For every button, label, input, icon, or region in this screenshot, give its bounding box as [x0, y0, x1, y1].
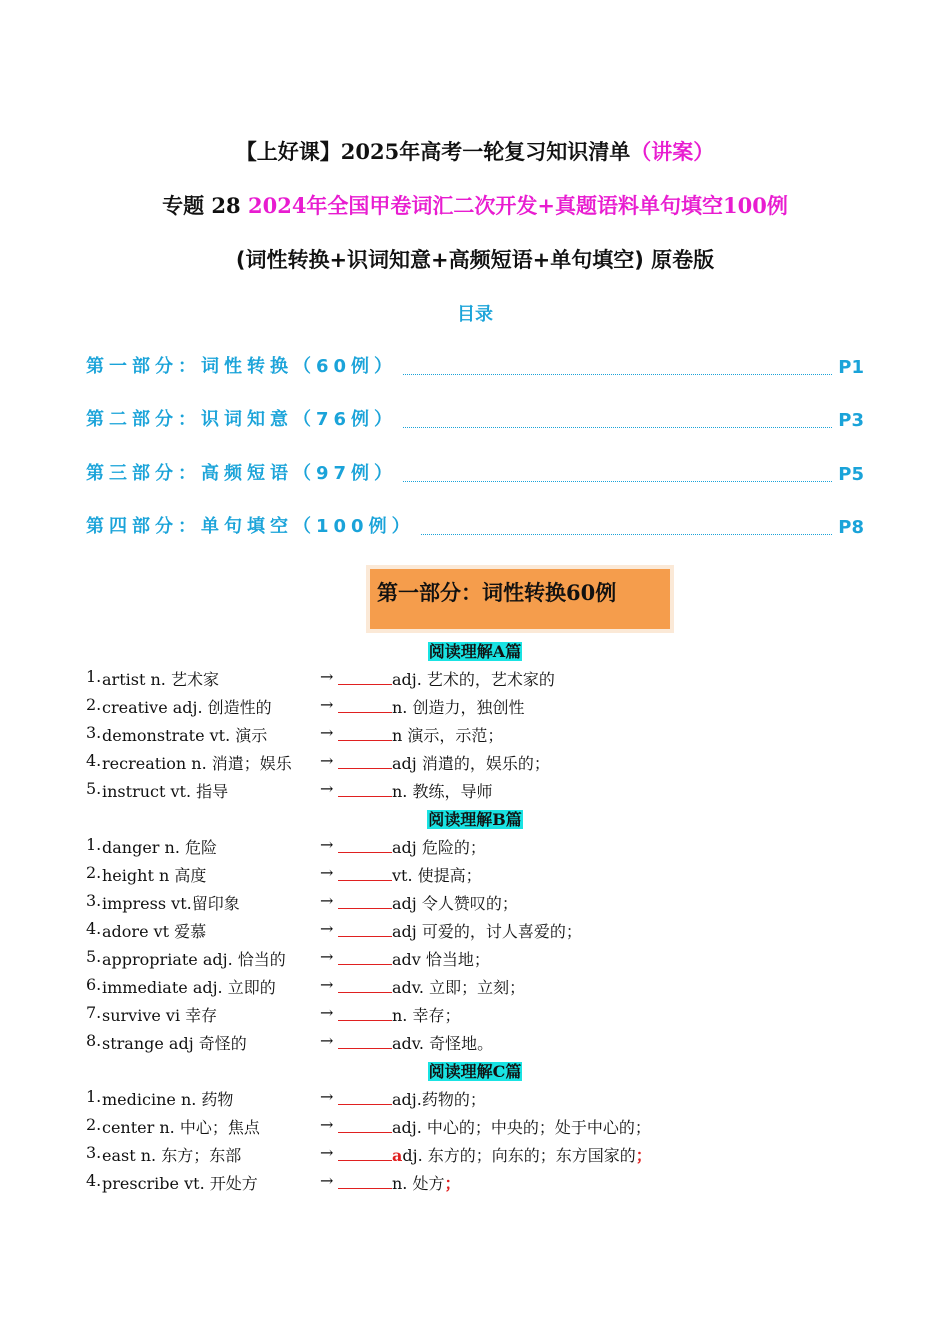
- group-heading: [0, 1059, 950, 1081]
- group-heading-label: 阅读理解B篇: [428, 810, 522, 829]
- arrow-icon: →: [320, 947, 334, 966]
- toc-item-label: 第四部分：单句填空（100例）: [86, 516, 415, 537]
- arrow-icon: →: [320, 723, 334, 742]
- toc-item-label: 第一部分：词性转换（60例）: [86, 356, 398, 377]
- source-word: medicine n. 药物: [102, 1090, 234, 1109]
- arrow-icon: →: [320, 695, 334, 714]
- target-text: n 演示，示范；: [392, 726, 504, 745]
- target-text: n. 处方: [392, 1174, 445, 1193]
- row-number: 1.: [86, 667, 102, 686]
- answer-blank[interactable]: [338, 695, 392, 713]
- answer-blank[interactable]: [338, 919, 392, 937]
- section-heading: 第一部分：词性转换60例: [377, 580, 617, 605]
- target-form: [392, 863, 482, 886]
- section-heading-box: [366, 565, 674, 633]
- arrow-icon: →: [320, 779, 334, 798]
- group-heading-label: 阅读理解C篇: [428, 1062, 522, 1081]
- target-text: adj 消遣的，娱乐的；: [392, 754, 550, 773]
- target-form: [392, 975, 525, 998]
- target-text: n. 创造力，独创性: [392, 698, 525, 717]
- target-text: adj.药物的；: [392, 1090, 486, 1109]
- row-number: 5.: [86, 779, 102, 798]
- toc-item-label: 第二部分：识词知意（76例）: [86, 409, 398, 430]
- target-form: [392, 1143, 652, 1166]
- row-number: 4.: [86, 919, 102, 938]
- source-word: center n. 中心；焦点: [102, 1118, 260, 1137]
- source-word: height n 高度: [102, 866, 207, 885]
- target-form: [392, 723, 503, 746]
- toc-leader: [403, 374, 832, 375]
- row-number: 2.: [86, 863, 102, 882]
- target-form: [392, 751, 550, 774]
- target-text: n. 教练，导师: [392, 782, 493, 801]
- target-prefix-highlight: a: [392, 1146, 403, 1165]
- target-form: [392, 947, 490, 970]
- arrow-icon: →: [320, 975, 334, 994]
- answer-blank[interactable]: [338, 835, 392, 853]
- answer-blank[interactable]: [338, 751, 392, 769]
- row-number: 3.: [86, 723, 102, 742]
- source-word: appropriate adj. 恰当的: [102, 950, 286, 969]
- title-line1-prefix: 【上好课】2025年高考一轮复习知识清单: [235, 139, 631, 164]
- answer-blank[interactable]: [338, 891, 392, 909]
- answer-blank[interactable]: [338, 779, 392, 797]
- answer-blank[interactable]: [338, 863, 392, 881]
- answer-blank[interactable]: [338, 947, 392, 965]
- toc-item[interactable]: [86, 352, 864, 378]
- answer-blank[interactable]: [338, 1115, 392, 1133]
- arrow-icon: →: [320, 751, 334, 770]
- answer-blank[interactable]: [338, 723, 392, 741]
- row-number: 7.: [86, 1003, 102, 1022]
- answer-blank[interactable]: [338, 667, 392, 685]
- arrow-icon: →: [320, 1087, 334, 1106]
- title-line1-highlight: （讲案）: [630, 139, 715, 164]
- row-number: 6.: [86, 975, 102, 994]
- doc-title-line2: [0, 190, 950, 220]
- row-number: 4.: [86, 1171, 102, 1190]
- arrow-icon: →: [320, 891, 334, 910]
- target-form: [392, 1171, 461, 1194]
- doc-title-line3: (词性转换+识词知意+高频短语+单句填空) 原卷版: [235, 248, 715, 272]
- target-text: adj. 艺术的，艺术家的: [392, 670, 555, 689]
- arrow-icon: →: [320, 835, 334, 854]
- arrow-icon: →: [320, 863, 334, 882]
- toc-leader: [421, 534, 833, 535]
- group-heading: [0, 807, 950, 829]
- arrow-icon: →: [320, 1031, 334, 1050]
- doc-title-line1: [0, 136, 950, 166]
- target-text: adj 令人赞叹的；: [392, 894, 518, 913]
- toc-item-page: P8: [838, 517, 864, 538]
- source-word: prescribe vt. 开处方: [102, 1174, 258, 1193]
- target-suffix-highlight: ；: [635, 1146, 652, 1165]
- row-number: 2.: [86, 695, 102, 714]
- arrow-icon: →: [320, 1143, 334, 1162]
- arrow-icon: →: [320, 1115, 334, 1134]
- toc-item-page: P5: [838, 464, 864, 485]
- target-text: adv. 立即；立刻；: [392, 978, 526, 997]
- row-number: 8.: [86, 1031, 102, 1050]
- toc-item-label: 第三部分：高频短语（97例）: [86, 463, 398, 484]
- toc-item-page: P1: [838, 357, 864, 378]
- toc-item[interactable]: [86, 459, 864, 485]
- source-word: east n. 东方；东部: [102, 1146, 242, 1165]
- source-word: adore vt 爱慕: [102, 922, 207, 941]
- source-word: impress vt.留印象: [102, 894, 240, 913]
- answer-blank[interactable]: [338, 1087, 392, 1105]
- toc-leader: [403, 481, 832, 482]
- toc-leader: [403, 427, 832, 428]
- target-text: adv 恰当地；: [392, 950, 490, 969]
- answer-blank[interactable]: [338, 975, 392, 993]
- target-form: [392, 1115, 651, 1138]
- source-word: danger n. 危险: [102, 838, 218, 857]
- target-text: adv. 奇怪地。: [392, 1034, 494, 1053]
- target-form: [392, 695, 524, 718]
- source-word: creative adj. 创造性的: [102, 698, 272, 717]
- source-word: recreation n. 消遣；娱乐: [102, 754, 292, 773]
- target-form: [392, 779, 492, 802]
- row-number: 1.: [86, 1087, 102, 1106]
- source-word: artist n. 艺术家: [102, 670, 219, 689]
- arrow-icon: →: [320, 667, 334, 686]
- row-number: 2.: [86, 1115, 102, 1134]
- target-form: [392, 1031, 493, 1054]
- answer-blank[interactable]: [338, 1143, 392, 1161]
- target-text: adj 可爱的，讨人喜爱的；: [392, 922, 582, 941]
- group-heading: [0, 639, 950, 661]
- target-form: [392, 835, 486, 858]
- target-text: vt. 使提高；: [392, 866, 482, 885]
- target-form: [392, 667, 555, 690]
- target-form: [392, 1003, 460, 1026]
- arrow-icon: →: [320, 1171, 334, 1190]
- arrow-icon: →: [320, 1003, 334, 1022]
- row-number: 4.: [86, 751, 102, 770]
- group-heading-label: 阅读理解A篇: [428, 642, 522, 661]
- target-form: [392, 891, 518, 914]
- toc-item-page: P3: [838, 410, 864, 431]
- title-line2-prefix: 专题 28: [162, 193, 248, 218]
- answer-blank[interactable]: [338, 1171, 392, 1189]
- source-word: instruct vt. 指导: [102, 782, 229, 801]
- answer-blank[interactable]: [338, 1031, 392, 1049]
- row-number: 3.: [86, 891, 102, 910]
- toc-item[interactable]: [86, 405, 864, 431]
- target-text: adj 危险的；: [392, 838, 486, 857]
- toc-title: 目录: [457, 304, 493, 325]
- row-number: 5.: [86, 947, 102, 966]
- section-heading-fill: [370, 569, 670, 629]
- row-number: 1.: [86, 835, 102, 854]
- source-word: strange adj 奇怪的: [102, 1034, 247, 1053]
- arrow-icon: →: [320, 919, 334, 938]
- target-text: dj. 东方的；向东的；东方国家的: [402, 1146, 636, 1165]
- source-word: demonstrate vt. 演示: [102, 726, 268, 745]
- target-suffix-highlight: ；: [444, 1174, 461, 1193]
- target-text: adj. 中心的；中央的；处于中心的；: [392, 1118, 651, 1137]
- toc-item[interactable]: [86, 512, 864, 538]
- title-line2-highlight: 2024年全国甲卷词汇二次开发+真题语料单句填空100例: [247, 193, 788, 218]
- target-text: n. 幸存；: [392, 1006, 461, 1025]
- source-word: immediate adj. 立即的: [102, 978, 276, 997]
- target-form: [392, 919, 582, 942]
- target-form: [392, 1087, 486, 1110]
- row-number: 3.: [86, 1143, 102, 1162]
- source-word: survive vi 幸存: [102, 1006, 218, 1025]
- answer-blank[interactable]: [338, 1003, 392, 1021]
